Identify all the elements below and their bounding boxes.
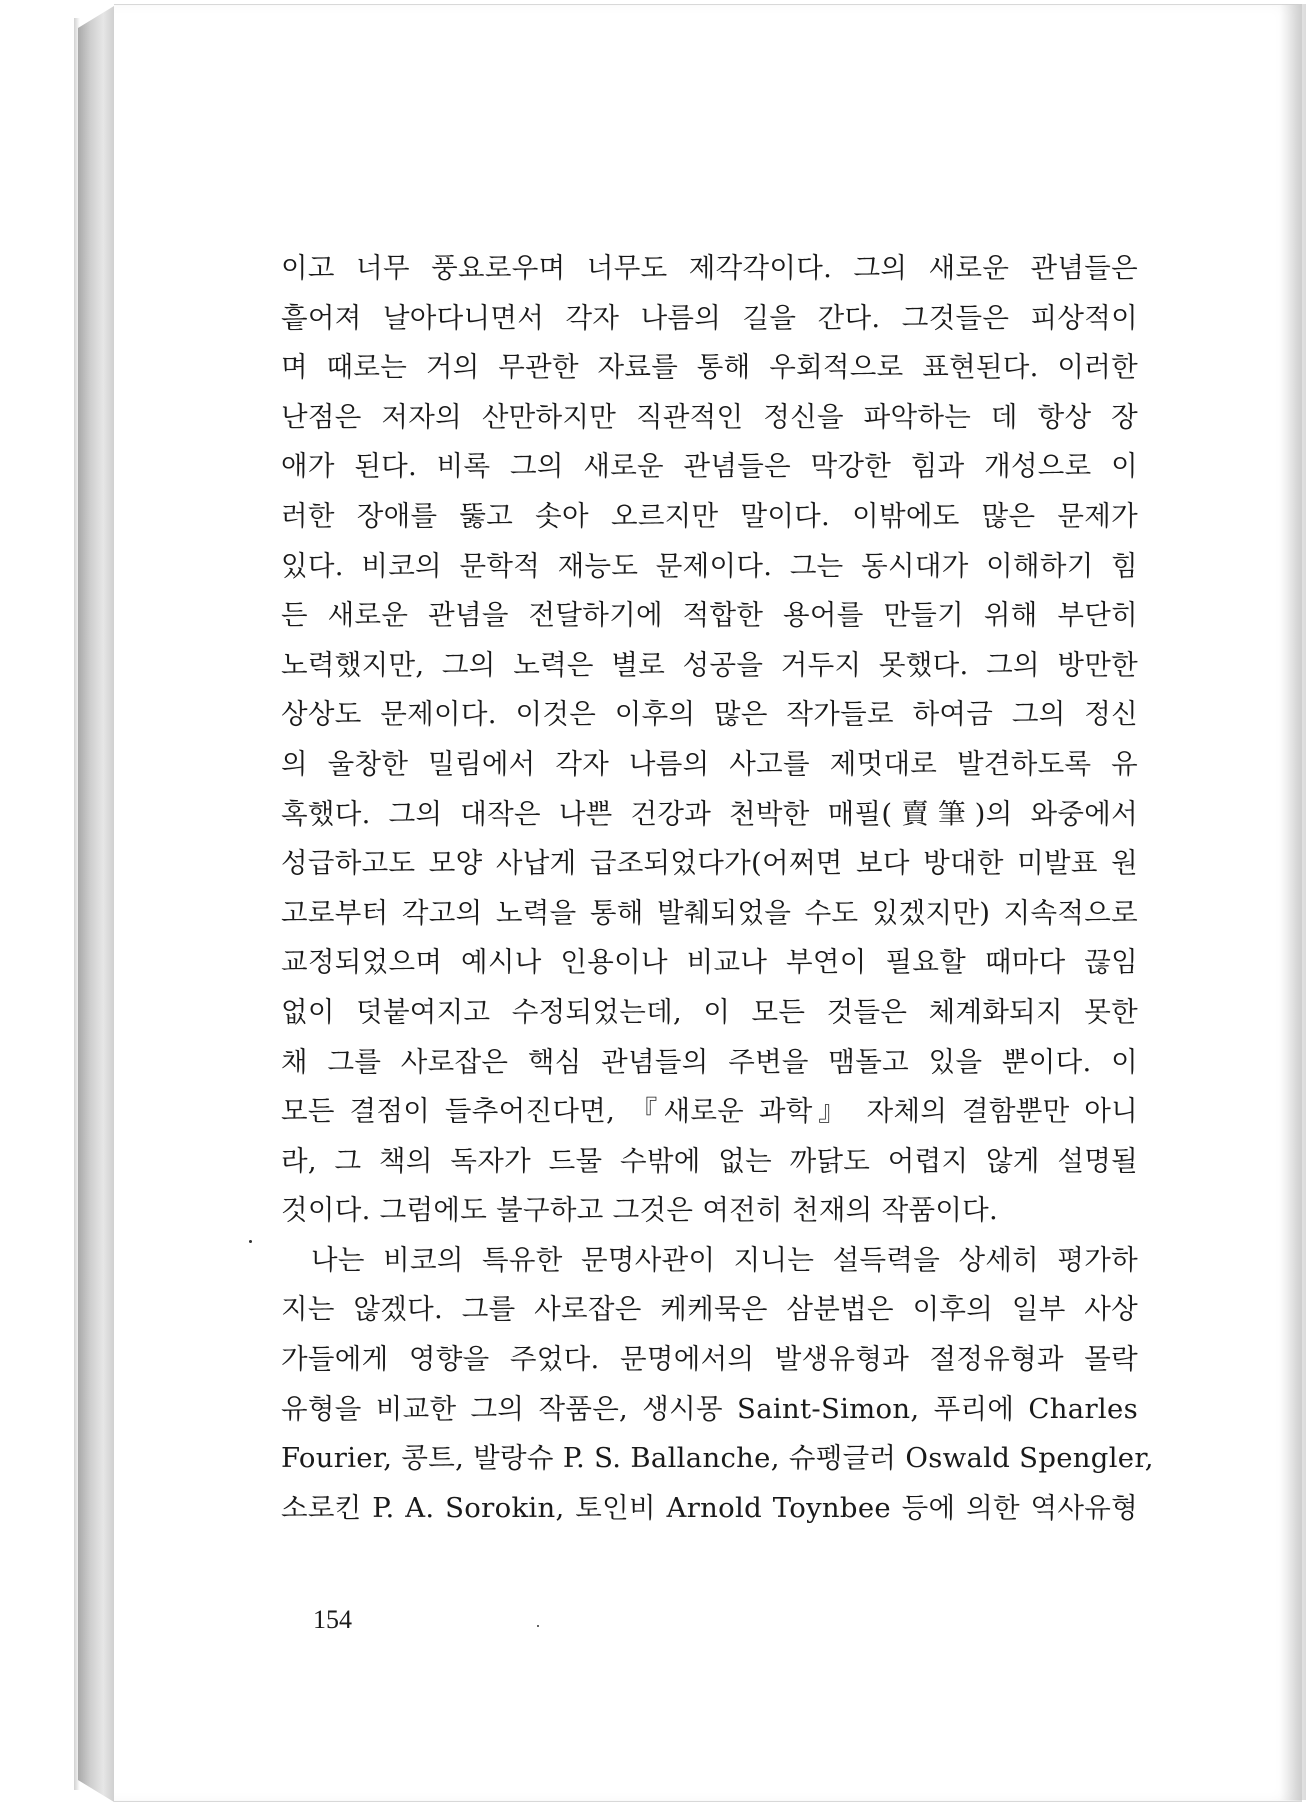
text-line: 라, 그 책의 독자가 드물 수밖에 없는 까닭도 어렵지 않게 설명될 xyxy=(281,1144,1138,1177)
text-line: 있다. 비코의 문학적 재능도 문제이다. 그는 동시대가 이해하기 힘 xyxy=(281,549,1138,582)
text-line: 고로부터 각고의 노력을 통해 발췌되었을 수도 있겠지만) 지속적으로 xyxy=(281,896,1138,929)
text-line: 며 때로는 거의 무관한 자료를 통해 우회적으로 표현된다. 이러한 xyxy=(281,351,1138,384)
text-line: 지는 않겠다. 그를 사로잡은 케케묵은 삼분법은 이후의 일부 사상 xyxy=(281,1293,1138,1326)
text-line: 채 그를 사로잡은 핵심 관념들의 주변을 맴돌고 있을 뿐이다. 이 xyxy=(281,1045,1138,1078)
text-line: 든 새로운 관념을 전달하기에 적합한 용어를 만들기 위해 부단히 xyxy=(281,599,1138,632)
text-line: 상상도 문제이다. 이것은 이후의 많은 작가들로 하여금 그의 정신 xyxy=(281,698,1138,731)
text-line: 노력했지만, 그의 노력은 별로 성공을 거두지 못했다. 그의 방만한 xyxy=(281,648,1138,681)
text-line: 애가 된다. 비록 그의 새로운 관념들은 막강한 힘과 개성으로 이 xyxy=(281,450,1138,483)
page-right-shadow xyxy=(1280,4,1306,1800)
text-line: 흩어져 날아다니면서 각자 나름의 길을 간다. 그것들은 피상적이 xyxy=(281,301,1138,334)
body-text xyxy=(281,244,1154,1533)
text-line: 가들에게 영향을 주었다. 문명에서의 발생유형과 절정유형과 몰락 xyxy=(281,1343,1138,1376)
page-number: 154 xyxy=(313,1605,352,1634)
text-line: 난점은 저자의 산만하지만 직관적인 정신을 파악하는 데 항상 장 xyxy=(281,400,1138,433)
scan-speck xyxy=(537,1625,539,1627)
text-line: 모든 결점이 들추어진다면, 『새로운 과학』 자체의 결함뿐만 아니 xyxy=(281,1095,1138,1128)
text-line: 유형을 비교한 그의 작품은, 생시몽 Saint-Simon, 푸리에 Charles xyxy=(281,1392,1138,1425)
scan-speck xyxy=(249,1240,252,1243)
text-line: 성급하고도 모양 사납게 급조되었다가(어쩌면 보다 방대한 미발표 원 xyxy=(281,847,1138,880)
text-line: 의 울창한 밀림에서 각자 나름의 사고를 제멋대로 발견하도록 유 xyxy=(281,747,1138,780)
text-line: 소로킨 P. A. Sorokin, 토인비 Arnold Toynbee 등에 의한 역사유형 xyxy=(281,1491,1138,1524)
text-line: 교정되었으며 예시나 인용이나 비교나 부연이 필요할 때마다 끊임 xyxy=(281,946,1138,979)
text-line: 러한 장애를 뚫고 솟아 오르지만 말이다. 이밖에도 많은 문제가 xyxy=(281,499,1138,532)
text-line: Fourier, 콩트, 발랑슈 P. S. Ballanche, 슈펭글러 Oswald Spengler, xyxy=(281,1442,1154,1475)
text-line: 것이다. 그럼에도 불구하고 그것은 여전히 천재의 작품이다. xyxy=(281,1194,999,1227)
text-line: 혹했다. 그의 대작은 나쁜 건강과 천박한 매필(賣筆)의 와중에서 xyxy=(281,797,1138,830)
text-line: 없이 덧붙여지고 수정되었는데, 이 모든 것들은 체계화되지 못한 xyxy=(281,995,1138,1028)
text-line: 나는 비코의 특유한 문명사관이 지니는 설득력을 상세히 평가하 xyxy=(311,1243,1138,1276)
book-spine-edge xyxy=(78,6,114,1802)
text-line: 이고 너무 풍요로우며 너무도 제각각이다. 그의 새로운 관념들은 xyxy=(281,252,1138,284)
